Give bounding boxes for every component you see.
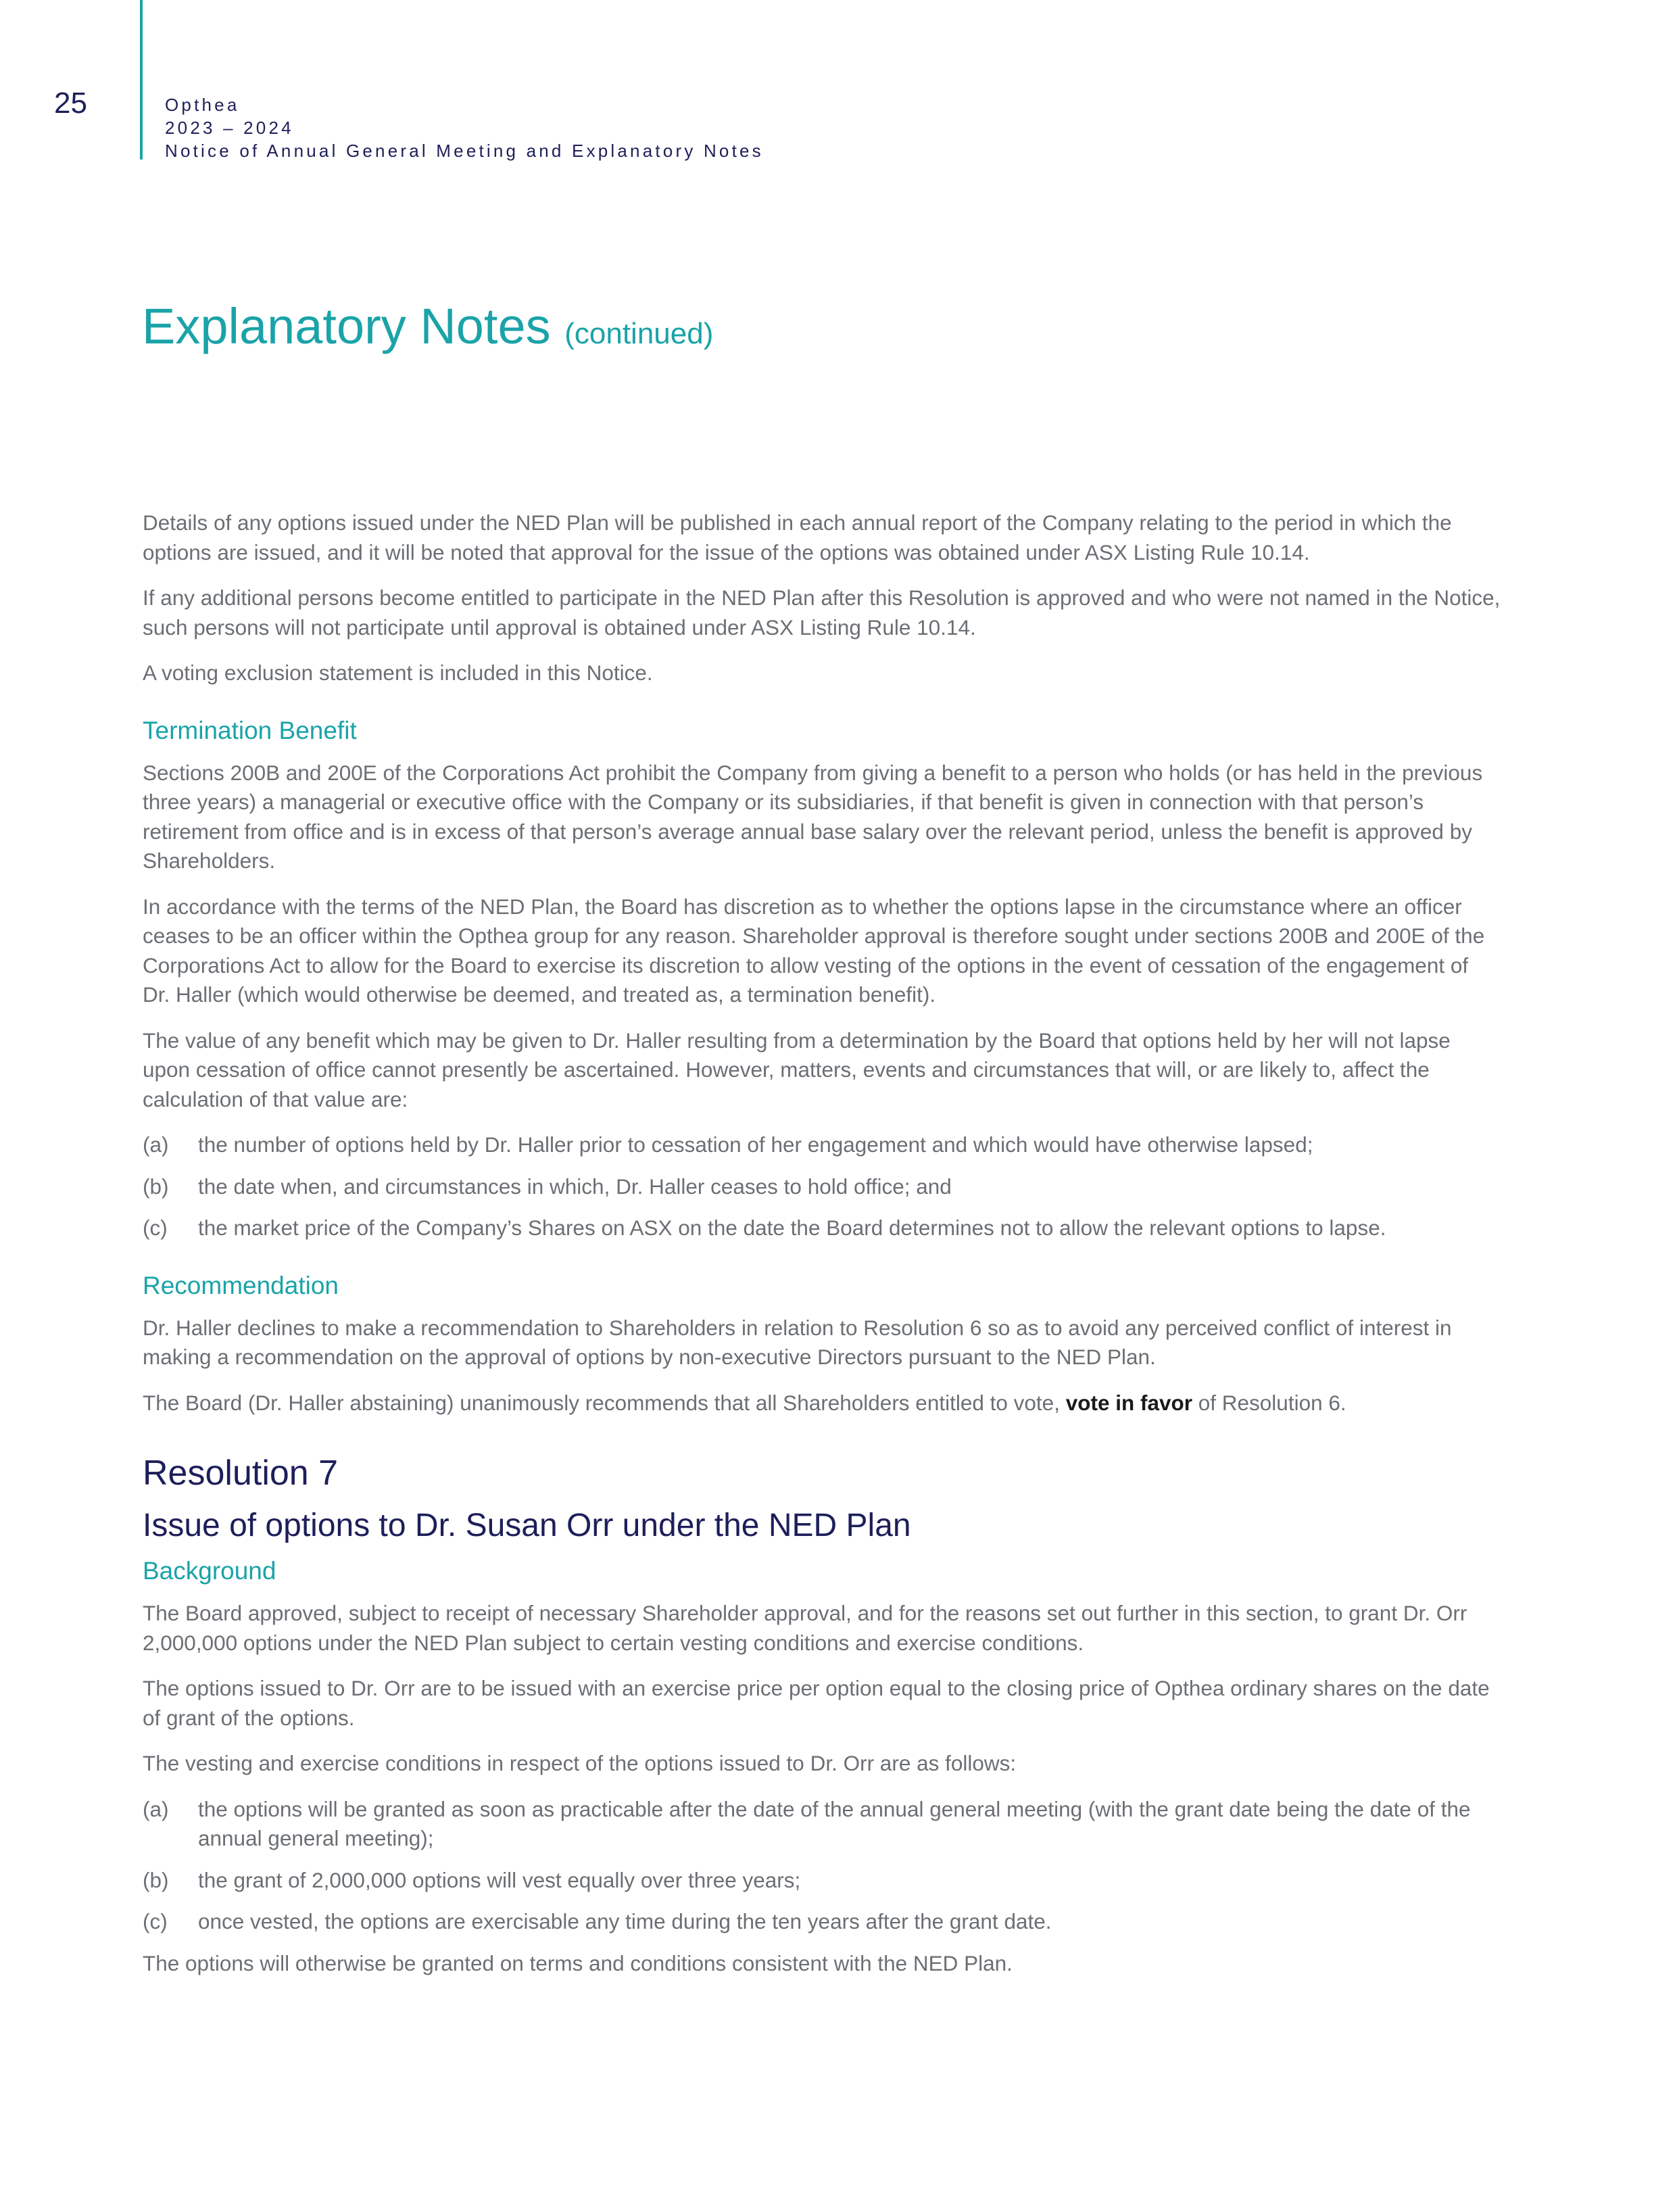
list-item-label: (b) xyxy=(143,1867,169,1892)
recommendation-heading: Recommendation xyxy=(143,1271,339,1299)
recommendation-text-before: The Board (Dr. Haller abstaining) unanimously recommends that all Shareholders entitled to vote, xyxy=(143,1390,1066,1415)
list-item-text: the date when, and circumstances in which, Dr. Haller ceases to hold office; and xyxy=(198,1174,952,1199)
list-item-text: once vested, the options are exercisable any time during the ten years after the grant date. xyxy=(198,1909,1052,1933)
recommendation-paragraph-2 xyxy=(143,1389,1501,1418)
list-item xyxy=(143,1130,1501,1160)
background-paragraph-1: The Board approved, subject to receipt of necessary Shareholder approval, and for the reasons set out further in this section, to grant Dr. Orr 2,000,000 options under the NED Plan subject to certain vesting conditions and exercise conditions. xyxy=(143,1601,1467,1655)
termination-list xyxy=(143,1130,1501,1243)
page-title-suffix: (continued) xyxy=(564,317,714,350)
resolution-7-heading: Resolution 7 xyxy=(143,1453,339,1493)
page-title xyxy=(142,297,713,355)
list-item-label: (c) xyxy=(143,1216,168,1240)
termination-paragraph-1: Sections 200B and 200E of the Corporations Act prohibit the Company from giving a benefit to a person who holds (or has held in the previous three years) a managerial or executive office with the Company or its subsidiaries, if that benefit is given in connection with that person’s retirement from office and is in excess of that person’s average annual base salary over the relevant period, unless the benefit is approved by Shareholders. xyxy=(143,760,1483,873)
background-paragraph-2: The options issued to Dr. Orr are to be issued with an exercise price per option equal to the closing price of Opthea ordinary shares on the date of grant of the options. xyxy=(143,1676,1490,1730)
header-divider xyxy=(140,0,143,160)
resolution-7-subheading: Issue of options to Dr. Susan Orr under the NED Plan xyxy=(143,1508,911,1543)
recommendation-text-after: of Resolution 6. xyxy=(1192,1390,1346,1415)
vesting-conditions-list xyxy=(143,1795,1501,1937)
list-item xyxy=(143,1907,1501,1937)
termination-benefit-heading: Termination Benefit xyxy=(143,716,357,744)
page-number: 25 xyxy=(54,87,87,120)
list-item-text: the grant of 2,000,000 options will vest equally over three years; xyxy=(198,1867,801,1892)
list-item xyxy=(143,1172,1501,1202)
list-item-label: (b) xyxy=(143,1174,169,1199)
recommendation-paragraph-1: Dr. Haller declines to make a recommendation to Shareholders in relation to Resolution 6 so as to avoid any perceived conflict of interest in making a recommendation on the approval of options by non-executive Directors pursuant to the NED Plan. xyxy=(143,1315,1452,1369)
list-item-label: (a) xyxy=(143,1132,169,1157)
background-paragraph-3: The vesting and exercise conditions in respect of the options issued to Dr. Orr are as follows: xyxy=(143,1751,1017,1775)
header-company: Opthea xyxy=(165,95,240,115)
list-item xyxy=(143,1866,1501,1896)
list-item xyxy=(143,1213,1501,1243)
vote-in-favor-emphasis: vote in favor xyxy=(1065,1390,1192,1415)
list-item-text: the number of options held by Dr. Haller prior to cessation of her engagement and which would have otherwise lapsed; xyxy=(198,1132,1313,1157)
list-item-text: the options will be granted as soon as practicable after the date of the annual general meeting (with the grant date being the date of the annual general meeting); xyxy=(198,1796,1471,1850)
termination-paragraph-2: In accordance with the terms of the NED Plan, the Board has discretion as to whether the options lapse in the circumstance where an officer ceases to be an officer within the Opthea group for any reason. Shareholder approval is therefore sought under sections 200B and 200E of the Corporations Act to allow for the Board to exercise its discretion to allow vesting of the options in the event of cessation of the engagement of Dr. Haller (which would otherwise be deemed, and treated as, a termination benefit). xyxy=(143,894,1485,1007)
running-header xyxy=(165,93,764,162)
list-item-text: the market price of the Company’s Shares on ASX on the date the Board determines not to allow the relevant options to lapse. xyxy=(198,1216,1386,1240)
closing-paragraph: The options will otherwise be granted on terms and conditions consistent with the NED Plan. xyxy=(143,1950,1013,1975)
header-doc-title: Notice of Annual General Meeting and Explanatory Notes xyxy=(165,141,764,161)
termination-paragraph-3: The value of any benefit which may be given to Dr. Haller resulting from a determination by the Board that options held by her will not lapse upon cessation of office cannot presently be ascertained. However, matters, events and circumstances that will, or are likely to, affect the calculation of that value are: xyxy=(143,1028,1451,1111)
list-item-label: (a) xyxy=(143,1796,169,1821)
background-heading: Background xyxy=(143,1557,276,1585)
header-years: 2023 – 2024 xyxy=(165,118,294,138)
intro-paragraph-1: Details of any options issued under the NED Plan will be published in each annual report of the Company relating to the period in which the options are issued, and it will be noted that approval for the issue of the options was obtained under ASX Listing Rule 10.14. xyxy=(143,510,1452,564)
intro-paragraph-3: A voting exclusion statement is included in this Notice. xyxy=(143,660,653,685)
body-content xyxy=(143,508,1501,1994)
list-item xyxy=(143,1795,1501,1854)
intro-paragraph-2: If any additional persons become entitled to participate in the NED Plan after this Resolution is approved and who were not named in the Notice, such persons will not participate until approval is obtained under ASX Listing Rule 10.14. xyxy=(143,585,1501,640)
list-item-label: (c) xyxy=(143,1909,168,1933)
page-title-main: Explanatory Notes xyxy=(142,298,551,354)
